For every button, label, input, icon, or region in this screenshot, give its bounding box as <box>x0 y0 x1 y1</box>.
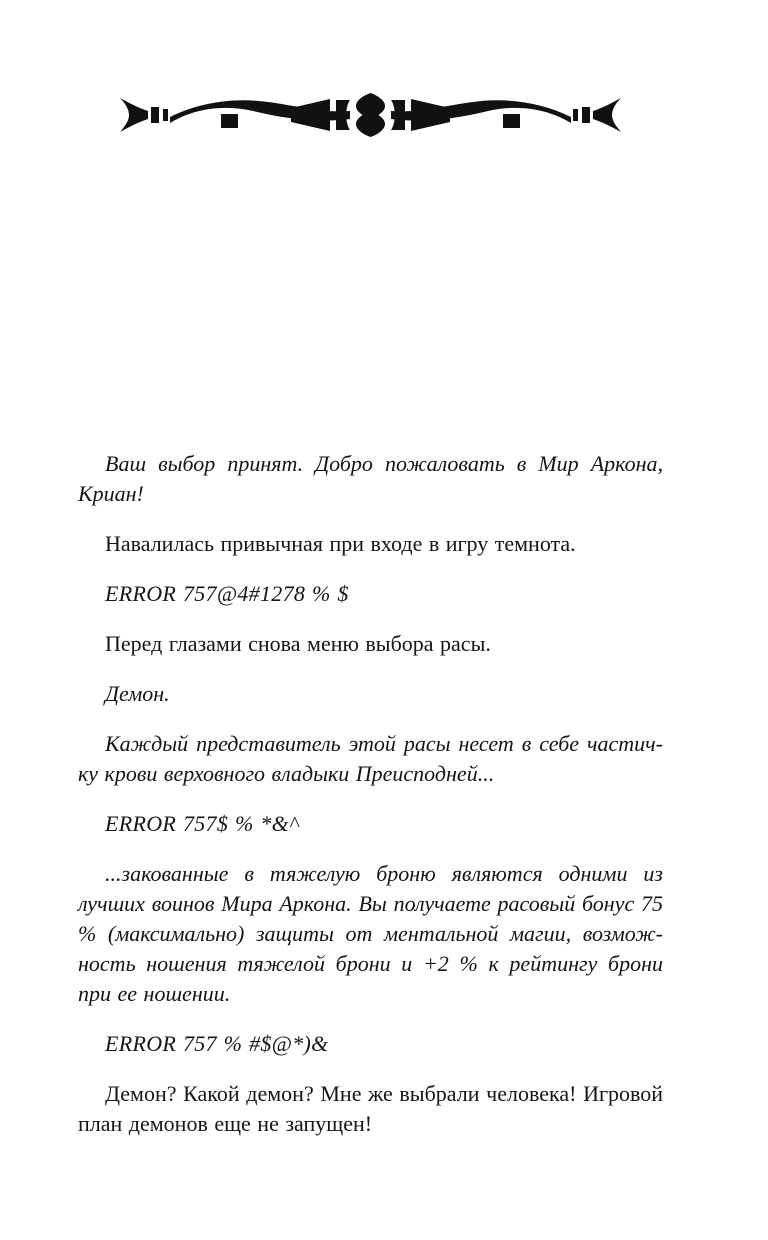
paragraph-error-2: ERROR 757$ % *&^ <box>105 811 299 836</box>
paragraph-darkness: Навалилась привычная при входе в игру темнота. <box>105 531 576 556</box>
flourish-icon <box>118 92 623 138</box>
paragraph-race-bonus: ...закованные в тяжелую броню являются одними из лучших воинов Мира Аркона. Вы получаете расовый бонус 75 % (максимально) защиты от ментальной магии, возможность ношения тяжелой брони и +2 % к рейтингу брони при ее ношении. <box>78 861 663 1006</box>
paragraph-error-3: ERROR 757 % #$@*)& <box>105 1031 329 1056</box>
paragraph-reaction: Демон? Какой демон? Мне же выбрали человека! Игровой план демонов еще не запущен! <box>78 1081 663 1136</box>
paragraph-welcome: Ваш выбор принят. Добро пожаловать в Мир Аркона, Криан! <box>78 451 663 506</box>
chapter-divider-ornament <box>78 92 663 138</box>
paragraph-race-menu: Перед глазами снова меню выбора расы. <box>105 631 491 656</box>
paragraph-error-1: ERROR 757@4#1278 % $ <box>105 581 349 606</box>
body-text <box>78 449 663 1139</box>
paragraph-demon: Демон. <box>105 681 170 706</box>
paragraph-race-description: Каждый представитель этой расы несет в себе частичку крови верховного владыки Преисподней... <box>78 731 663 786</box>
